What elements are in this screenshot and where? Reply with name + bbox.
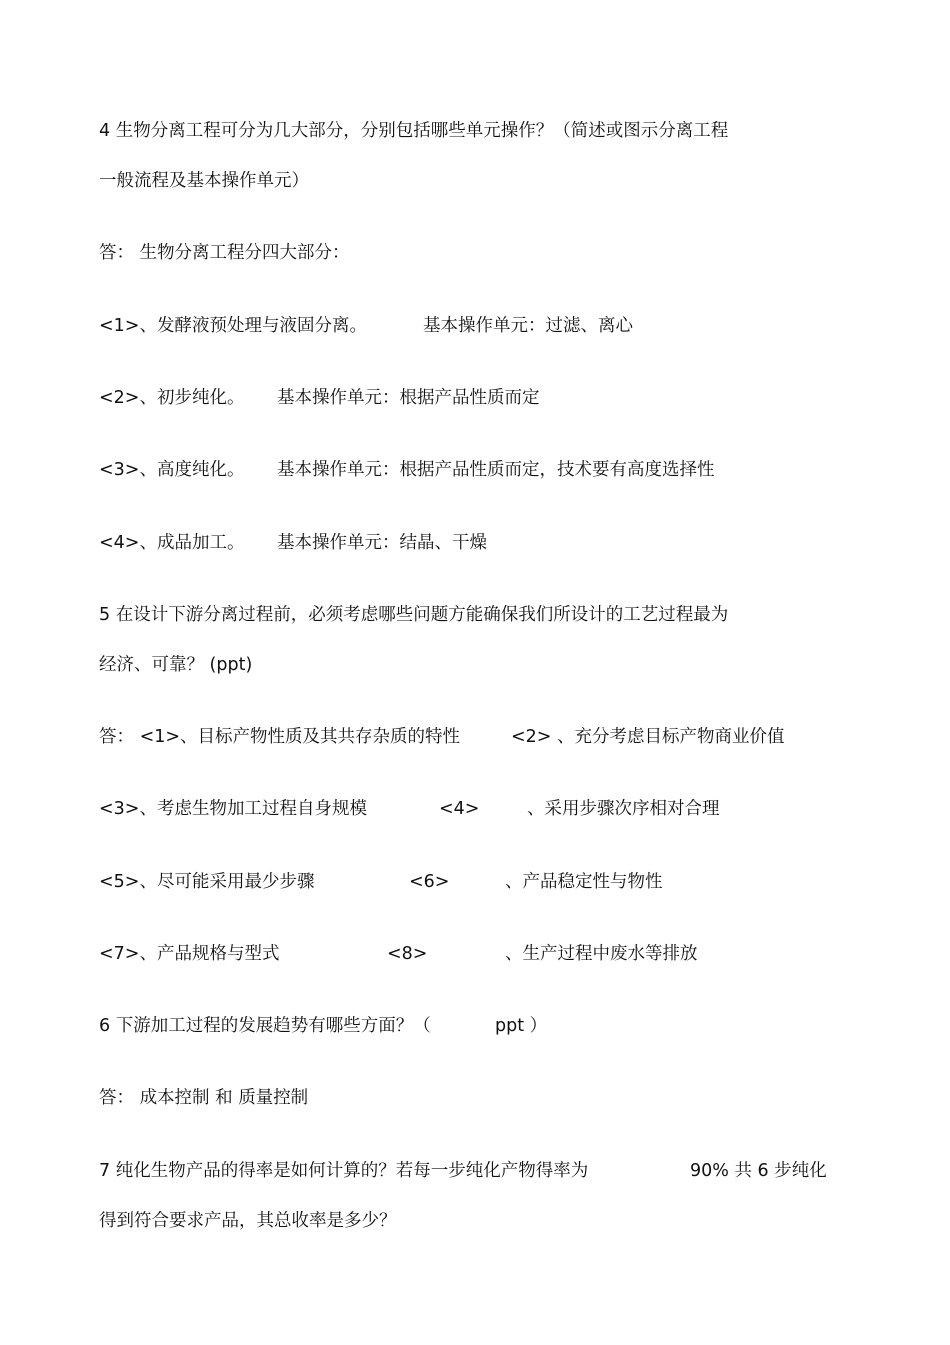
answer-5-row-1-right: <2> 、充分考虑目标产物商业价值 [511,727,785,747]
question-5-line-2: 经济、可靠？ (ppt) [99,655,253,675]
answer-4-item-3-label: <3>、高度纯化。 [99,460,245,480]
answer-4-item-3-detail: 基本操作单元：根据产品性质而定，技术要有高度选择性 [277,460,715,480]
answer-5-row-3-mid: <6> [409,872,450,892]
answer-5-row-3-left: <5>、尽可能采用最少步骤 [99,872,315,892]
question-4-line-2: 一般流程及基本操作单元） [99,171,309,191]
answer-4-item-4-label: <4>、成品加工。 [99,533,245,553]
question-7-line-1-left: 7 纯化生物产品的得率是如何计算的？若每一步纯化产物得率为 [99,1161,589,1181]
answer-5-row-2-left: <3>、考虑生物加工过程自身规模 [99,799,367,819]
answer-6: 答： 成本控制 和 质量控制 [99,1088,309,1108]
question-6-ppt: ppt ） [495,1016,548,1036]
answer-4-intro: 答： 生物分离工程分四大部分： [99,243,350,263]
answer-4-item-4-detail: 基本操作单元：结晶、干燥 [277,533,487,553]
question-4-line-1: 4 生物分离工程可分为几大部分，分别包括哪些单元操作？（简述或图示分离工程 [99,121,729,141]
answer-4-item-2-label: <2>、初步纯化。 [99,388,245,408]
answer-5-row-4-left: <7>、产品规格与型式 [99,944,280,964]
answer-5-row-2-mid: <4> [439,799,480,819]
question-6-text: 6 下游加工过程的发展趋势有哪些方面？（ [99,1016,431,1036]
answer-5-row-4-mid: <8> [387,944,428,964]
answer-5-row-1-left: 答： <1>、目标产物性质及其共存杂质的特性 [99,727,461,747]
question-7-line-1-right: 90% 共 6 步纯化 [690,1161,827,1181]
answer-5-row-2-right: 、采用步骤次序相对合理 [527,799,720,819]
answer-5-row-4-right: 、生产过程中废水等排放 [505,944,698,964]
answer-4-item-1-label: <1>、发酵液预处理与液固分离。 [99,316,367,336]
question-7-line-2: 得到符合要求产品，其总收率是多少？ [99,1211,397,1231]
question-5-line-1: 5 在设计下游分离过程前，必须考虑哪些问题方能确保我们所设计的工艺过程最为 [99,605,729,625]
answer-4-item-1-detail: 基本操作单元：过滤、离心 [423,316,633,336]
answer-5-row-3-right: 、产品稳定性与物性 [505,872,663,892]
answer-4-item-2-detail: 基本操作单元：根据产品性质而定 [277,388,540,408]
